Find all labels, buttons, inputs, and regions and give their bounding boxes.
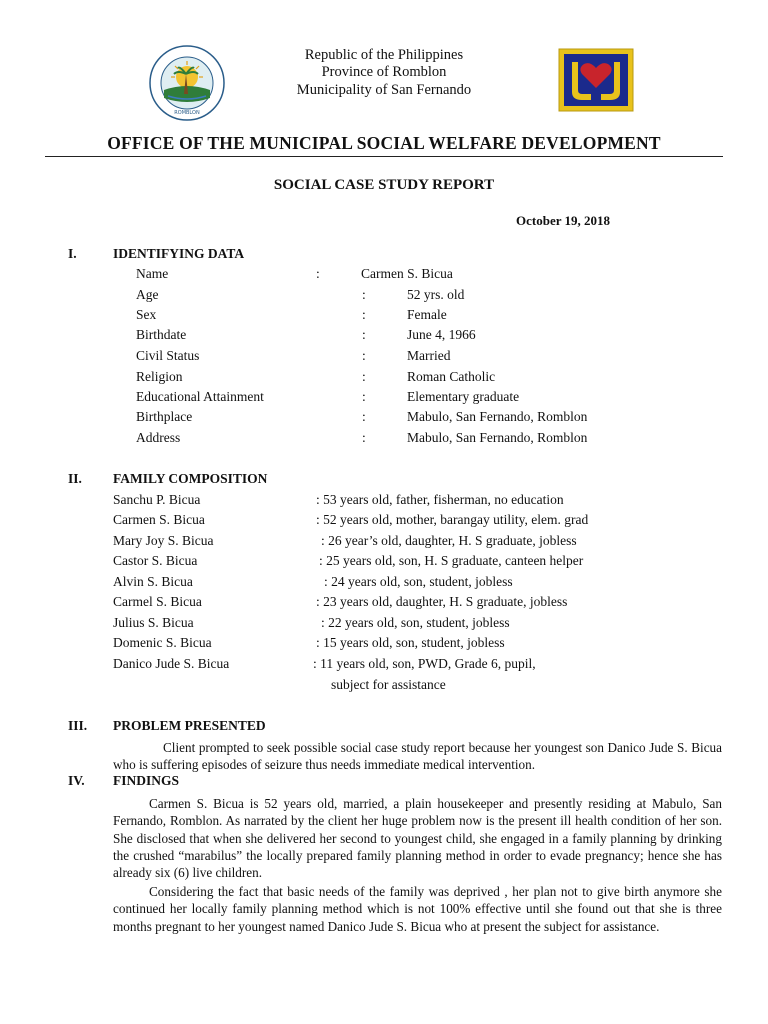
municipal-seal: [148, 44, 226, 122]
section-2-number: II.: [68, 471, 82, 486]
office-title: OFFICE OF THE MUNICIPAL SOCIAL WELFARE DEVELOPMENT: [107, 133, 661, 153]
id-label: Name: [136, 266, 169, 281]
id-value: Female: [407, 307, 447, 322]
id-label: Address: [136, 430, 181, 445]
family-member-info: : 23 years old, daughter, H. S graduate, jobless: [316, 594, 568, 609]
id-label: Civil Status: [136, 348, 200, 363]
header-republic: Republic of the Philippines: [304, 47, 464, 63]
id-value: Elementary graduate: [407, 389, 520, 404]
family-member-name: Carmel S. Bicua: [113, 594, 202, 609]
family-member-info: : 11 years old, son, PWD, Grade 6, pupil,: [313, 656, 536, 671]
id-value: 52 yrs. old: [407, 287, 465, 302]
family-member-info: : 24 years old, son, student, jobless: [324, 574, 513, 589]
section-4-title: FINDINGS: [113, 773, 180, 788]
id-colon: :: [362, 287, 366, 302]
family-member-name: Sanchu P. Bicua: [113, 492, 201, 507]
family-note: subject for assistance: [331, 677, 446, 692]
family-member-info: : 25 years old, son, H. S graduate, canteen helper: [319, 553, 584, 568]
id-value: Roman Catholic: [407, 369, 496, 384]
id-value: Mabulo, San Fernando, Romblon: [407, 409, 588, 424]
family-member-info: : 22 years old, son, student, jobless: [321, 615, 510, 630]
family-member-name: Danico Jude S. Bicua: [113, 656, 230, 671]
family-member-info: : 26 year’s old, daughter, H. S graduate, jobless: [321, 533, 577, 548]
family-member-info: : 52 years old, mother, barangay utility, elem. grad: [316, 512, 589, 527]
header-municipality: Municipality of San Fernando: [296, 82, 472, 98]
section-2-title: FAMILY COMPOSITION: [113, 471, 268, 486]
family-member-name: Alvin S. Bicua: [113, 574, 193, 589]
seal-icon: [148, 44, 226, 122]
findings-paragraph-1: Carmen S. Bicua is 52 years old, married, a plain housekeeper and presently residing at Mabulo, San Fernando, Romblon. As narrated by the client her huge problem now is the present ill health condition of her son. She disclosed that when she delivered her second to youngest child, she engaged in a family planning by drinking the crushed “marabilus” the locally prepared family planning method in order to evade pregnancy; hence she has already six (6) live children.: [113, 796, 722, 881]
id-label: Educational Attainment: [136, 389, 264, 404]
id-colon: :: [362, 389, 366, 404]
id-label: Birthdate: [136, 327, 187, 342]
id-label: Religion: [136, 369, 183, 384]
id-label: Birthplace: [136, 409, 193, 424]
id-colon: :: [362, 409, 366, 424]
id-value: Carmen S. Bicua: [361, 266, 453, 281]
section-3-number: III.: [68, 718, 88, 733]
family-member-name: Carmen S. Bicua: [113, 512, 205, 527]
section-4-number: IV.: [68, 773, 85, 788]
id-colon: :: [362, 369, 366, 384]
mswd-logo: [558, 48, 634, 112]
findings-paragraph-2: Considering the fact that basic needs of the family was deprived , her plan not to give birth anymore she continued her locally family planning method which is not 100% effective until she found out that she is three months pregnant to her youngest named Danico Jude S. Bicua who at present the subject for assistance.: [113, 884, 722, 934]
family-member-name: Castor S. Bicua: [113, 553, 198, 568]
id-colon: :: [362, 327, 366, 342]
problem-paragraph: Client prompted to seek possible social case study report because her youngest son Danico Jude S. Bicua who is suffering episodes of seizure thus needs immediate medical intervention.: [113, 740, 722, 773]
report-date: October 19, 2018: [516, 213, 610, 228]
id-colon: :: [362, 348, 366, 363]
family-member-name: Julius S. Bicua: [113, 615, 194, 630]
family-member-name: Domenic S. Bicua: [113, 635, 212, 650]
family-member-name: Mary Joy S. Bicua: [113, 533, 214, 548]
helping-hands-heart-icon: [558, 48, 634, 112]
family-member-info: : 53 years old, father, fisherman, no education: [316, 492, 564, 507]
id-colon: :: [362, 430, 366, 445]
report-title: SOCIAL CASE STUDY REPORT: [273, 177, 495, 193]
id-value: Married: [407, 348, 451, 363]
header-divider: [45, 156, 723, 157]
svg-text:ROMBLON: ROMBLON: [174, 110, 200, 116]
section-3-title: PROBLEM PRESENTED: [113, 718, 266, 733]
family-member-info: : 15 years old, son, student, jobless: [316, 635, 505, 650]
id-colon: :: [316, 266, 320, 281]
id-value: June 4, 1966: [407, 327, 476, 342]
id-colon: :: [362, 307, 366, 322]
id-label: Age: [136, 287, 159, 302]
section-1-title: IDENTIFYING DATA: [113, 246, 245, 261]
header-province: Province of Romblon: [321, 64, 447, 80]
section-1-number: I.: [68, 246, 77, 261]
id-value: Mabulo, San Fernando, Romblon: [407, 430, 588, 445]
id-label: Sex: [136, 307, 157, 322]
